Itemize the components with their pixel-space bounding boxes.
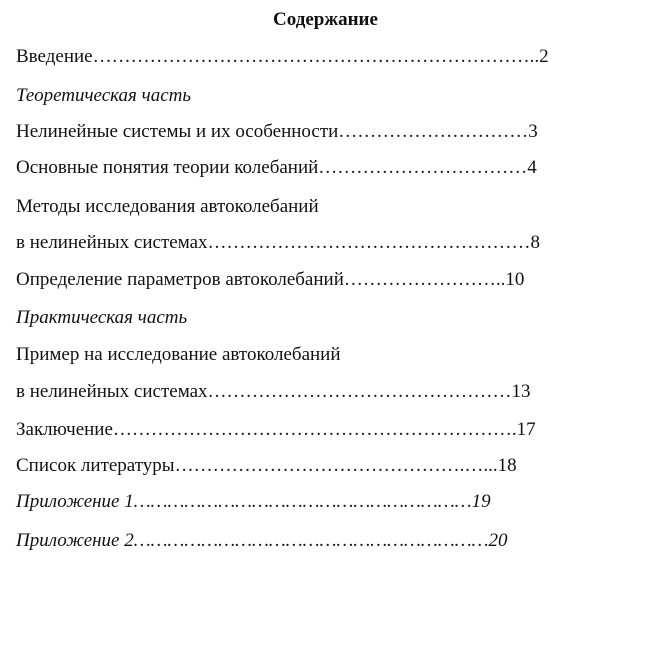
toc-section-theoretical: Теоретическая часть xyxy=(16,85,192,106)
toc-entry-introduction: Введение……………………………………………………………..2 xyxy=(16,46,549,67)
toc-entry-conclusion: Заключение……………………………………………………….17 xyxy=(16,419,536,440)
toc-section-practical: Практическая часть xyxy=(16,307,188,328)
toc-entry-research-methods-line1: Методы исследования автоколебаний xyxy=(16,196,319,217)
toc-entry-oscillation-concepts: Основные понятия теории колебаний……………………………4 xyxy=(16,157,537,178)
toc-entry-example-line2: в нелинейных системах…………………………………………13 xyxy=(16,381,531,402)
toc-entry-parameters: Определение параметров автоколебаний……………………..10 xyxy=(16,269,525,290)
toc-entry-research-methods-line2: в нелинейных системах……………………………………………8 xyxy=(16,232,541,253)
toc-entry-example-line1: Пример на исследование автоколебаний xyxy=(16,344,341,365)
toc-entry-appendix-2: Приложение 2………………………………………………………20 xyxy=(16,530,508,551)
toc-entry-nonlinear-systems: Нелинейные системы и их особенности…………………………3 xyxy=(16,121,538,142)
toc-entry-appendix-1: Приложение 1……………………………………………………19 xyxy=(16,491,491,512)
page-title: Содержание xyxy=(273,9,378,30)
toc-entry-references: Список литературы……………………………………….…...18 xyxy=(16,455,517,476)
